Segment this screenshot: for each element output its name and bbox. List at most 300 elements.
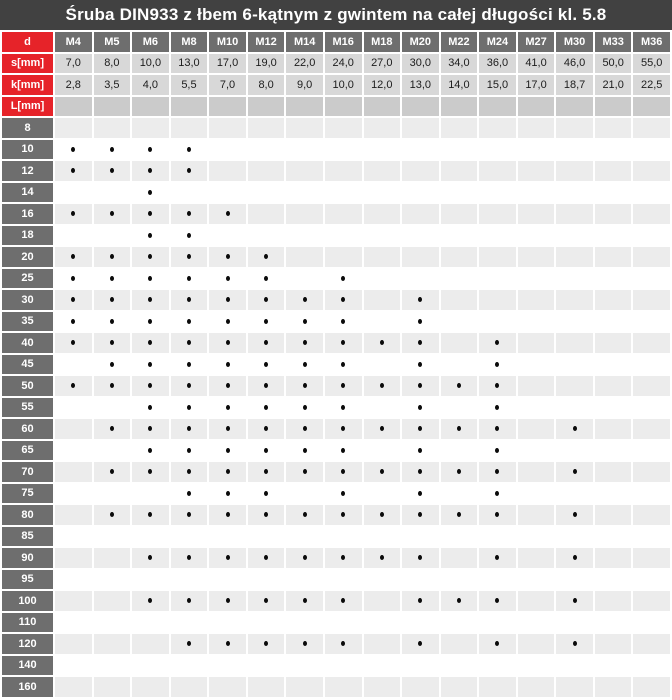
l-header-empty-M36 xyxy=(633,97,670,117)
length-header-row xyxy=(2,97,670,117)
avail-cell-16-M30 xyxy=(556,204,593,224)
length-row-100 xyxy=(2,591,670,611)
avail-cell-20-M36 xyxy=(633,247,670,267)
avail-cell-25-M5 xyxy=(94,269,131,289)
availability-dot xyxy=(110,276,114,281)
avail-cell-95-M33 xyxy=(595,570,632,590)
l-header-empty-M5 xyxy=(94,97,131,117)
avail-cell-45-M33 xyxy=(595,355,632,375)
availability-dot xyxy=(264,340,268,345)
avail-cell-45-M24 xyxy=(479,355,516,375)
availability-dot xyxy=(187,641,191,646)
avail-cell-60-M18 xyxy=(364,419,401,439)
availability-dot xyxy=(341,448,345,453)
avail-cell-30-M18 xyxy=(364,290,401,310)
availability-dot xyxy=(187,147,191,152)
avail-cell-110-M30 xyxy=(556,613,593,633)
avail-cell-100-M8 xyxy=(171,591,208,611)
availability-dot xyxy=(264,512,268,517)
avail-cell-16-M27 xyxy=(518,204,555,224)
availability-dot xyxy=(418,426,422,431)
avail-cell-80-M18 xyxy=(364,505,401,525)
avail-cell-50-M16 xyxy=(325,376,362,396)
availability-dot xyxy=(418,469,422,474)
availability-dot xyxy=(303,362,307,367)
avail-cell-45-M30 xyxy=(556,355,593,375)
avail-cell-65-M27 xyxy=(518,441,555,461)
avail-cell-16-M36 xyxy=(633,204,670,224)
availability-dot xyxy=(495,555,499,560)
l-row-label: L[mm] xyxy=(2,97,53,117)
availability-dot xyxy=(110,168,114,173)
avail-cell-120-M5 xyxy=(94,634,131,654)
avail-cell-95-M8 xyxy=(171,570,208,590)
s-value-M24: 36,0 xyxy=(479,54,516,74)
avail-cell-18-M8 xyxy=(171,226,208,246)
avail-cell-85-M18 xyxy=(364,527,401,547)
avail-cell-100-M22 xyxy=(441,591,478,611)
availability-dot xyxy=(418,555,422,560)
availability-dot xyxy=(110,362,114,367)
availability-dot xyxy=(457,512,461,517)
avail-cell-18-M22 xyxy=(441,226,478,246)
avail-cell-120-M27 xyxy=(518,634,555,654)
col-header-M6: M6 xyxy=(132,32,169,52)
avail-cell-95-M20 xyxy=(402,570,439,590)
avail-cell-18-M33 xyxy=(595,226,632,246)
availability-dot xyxy=(303,598,307,603)
avail-cell-95-M22 xyxy=(441,570,478,590)
avail-cell-20-M18 xyxy=(364,247,401,267)
availability-dot xyxy=(573,512,577,517)
col-header-M8: M8 xyxy=(171,32,208,52)
avail-cell-25-M4 xyxy=(55,269,92,289)
avail-cell-95-M16 xyxy=(325,570,362,590)
avail-cell-85-M36 xyxy=(633,527,670,547)
avail-cell-90-M33 xyxy=(595,548,632,568)
avail-cell-30-M6 xyxy=(132,290,169,310)
avail-cell-50-M10 xyxy=(209,376,246,396)
avail-cell-18-M14 xyxy=(286,226,323,246)
avail-cell-80-M20 xyxy=(402,505,439,525)
avail-cell-18-M27 xyxy=(518,226,555,246)
avail-cell-90-M6 xyxy=(132,548,169,568)
length-row-95 xyxy=(2,570,670,590)
avail-cell-70-M16 xyxy=(325,462,362,482)
avail-cell-10-M36 xyxy=(633,140,670,160)
avail-cell-90-M10 xyxy=(209,548,246,568)
avail-cell-25-M14 xyxy=(286,269,323,289)
avail-cell-30-M27 xyxy=(518,290,555,310)
avail-cell-30-M22 xyxy=(441,290,478,310)
avail-cell-40-M4 xyxy=(55,333,92,353)
availability-dot xyxy=(110,319,114,324)
avail-cell-55-M16 xyxy=(325,398,362,418)
availability-dot xyxy=(226,362,230,367)
availability-dot xyxy=(226,340,230,345)
avail-cell-90-M12 xyxy=(248,548,285,568)
avail-cell-12-M16 xyxy=(325,161,362,181)
avail-cell-70-M12 xyxy=(248,462,285,482)
availability-dot xyxy=(187,555,191,560)
row-label-35: 35 xyxy=(2,312,53,332)
avail-cell-10-M10 xyxy=(209,140,246,160)
avail-cell-60-M22 xyxy=(441,419,478,439)
length-row-16 xyxy=(2,204,670,224)
avail-cell-20-M10 xyxy=(209,247,246,267)
avail-cell-60-M16 xyxy=(325,419,362,439)
availability-dot xyxy=(457,469,461,474)
s-value-M20: 30,0 xyxy=(402,54,439,74)
s-value-M30: 46,0 xyxy=(556,54,593,74)
avail-cell-80-M33 xyxy=(595,505,632,525)
length-row-45 xyxy=(2,355,670,375)
availability-dot xyxy=(187,319,191,324)
avail-cell-12-M18 xyxy=(364,161,401,181)
avail-cell-10-M30 xyxy=(556,140,593,160)
avail-cell-30-M30 xyxy=(556,290,593,310)
avail-cell-85-M12 xyxy=(248,527,285,547)
avail-cell-18-M16 xyxy=(325,226,362,246)
avail-cell-110-M24 xyxy=(479,613,516,633)
avail-cell-45-M6 xyxy=(132,355,169,375)
l-header-empty-M16 xyxy=(325,97,362,117)
availability-dot xyxy=(264,555,268,560)
avail-cell-14-M4 xyxy=(55,183,92,203)
avail-cell-12-M36 xyxy=(633,161,670,181)
avail-cell-85-M6 xyxy=(132,527,169,547)
avail-cell-35-M24 xyxy=(479,312,516,332)
avail-cell-8-M33 xyxy=(595,118,632,138)
avail-cell-120-M14 xyxy=(286,634,323,654)
col-header-M24: M24 xyxy=(479,32,516,52)
availability-dot xyxy=(187,405,191,410)
s-value-M6: 10,0 xyxy=(132,54,169,74)
avail-cell-14-M20 xyxy=(402,183,439,203)
avail-cell-60-M14 xyxy=(286,419,323,439)
avail-cell-75-M18 xyxy=(364,484,401,504)
avail-cell-85-M20 xyxy=(402,527,439,547)
avail-cell-160-M5 xyxy=(94,677,131,697)
k-value-M4: 2,8 xyxy=(55,75,92,95)
availability-dot xyxy=(303,383,307,388)
availability-dot xyxy=(303,297,307,302)
avail-cell-80-M27 xyxy=(518,505,555,525)
availability-dot xyxy=(264,254,268,259)
avail-cell-70-M5 xyxy=(94,462,131,482)
availability-dot xyxy=(110,254,114,259)
avail-cell-75-M22 xyxy=(441,484,478,504)
avail-cell-55-M24 xyxy=(479,398,516,418)
avail-cell-120-M18 xyxy=(364,634,401,654)
avail-cell-20-M24 xyxy=(479,247,516,267)
avail-cell-140-M22 xyxy=(441,656,478,676)
length-row-55 xyxy=(2,398,670,418)
avail-cell-100-M5 xyxy=(94,591,131,611)
avail-cell-160-M8 xyxy=(171,677,208,697)
avail-cell-55-M27 xyxy=(518,398,555,418)
availability-dot xyxy=(187,254,191,259)
col-header-M5: M5 xyxy=(94,32,131,52)
availability-dot xyxy=(341,491,345,496)
avail-cell-75-M36 xyxy=(633,484,670,504)
avail-cell-16-M18 xyxy=(364,204,401,224)
row-label-55: 55 xyxy=(2,398,53,418)
row-label-12: 12 xyxy=(2,161,53,181)
avail-cell-10-M16 xyxy=(325,140,362,160)
avail-cell-100-M20 xyxy=(402,591,439,611)
row-label-100: 100 xyxy=(2,591,53,611)
col-header-M20: M20 xyxy=(402,32,439,52)
availability-dot xyxy=(341,641,345,646)
availability-dot xyxy=(380,469,384,474)
availability-dot xyxy=(71,211,75,216)
l-header-empty-M24 xyxy=(479,97,516,117)
avail-cell-10-M4 xyxy=(55,140,92,160)
avail-cell-90-M27 xyxy=(518,548,555,568)
availability-dot xyxy=(187,598,191,603)
avail-cell-18-M4 xyxy=(55,226,92,246)
availability-dot xyxy=(573,426,577,431)
col-header-M10: M10 xyxy=(209,32,246,52)
avail-cell-35-M12 xyxy=(248,312,285,332)
availability-dot xyxy=(110,426,114,431)
avail-cell-75-M6 xyxy=(132,484,169,504)
avail-cell-60-M24 xyxy=(479,419,516,439)
availability-dot xyxy=(226,491,230,496)
avail-cell-80-M8 xyxy=(171,505,208,525)
k-value-M33: 21,0 xyxy=(595,75,632,95)
avail-cell-60-M8 xyxy=(171,419,208,439)
length-row-70 xyxy=(2,462,670,482)
avail-cell-8-M16 xyxy=(325,118,362,138)
avail-cell-140-M5 xyxy=(94,656,131,676)
avail-cell-10-M22 xyxy=(441,140,478,160)
length-row-90 xyxy=(2,548,670,568)
availability-dot xyxy=(264,469,268,474)
length-row-20 xyxy=(2,247,670,267)
avail-cell-40-M16 xyxy=(325,333,362,353)
avail-cell-12-M12 xyxy=(248,161,285,181)
avail-cell-14-M33 xyxy=(595,183,632,203)
k-value-M36: 22,5 xyxy=(633,75,670,95)
avail-cell-20-M30 xyxy=(556,247,593,267)
avail-cell-14-M8 xyxy=(171,183,208,203)
availability-dot xyxy=(495,426,499,431)
avail-cell-14-M36 xyxy=(633,183,670,203)
avail-cell-8-M36 xyxy=(633,118,670,138)
avail-cell-25-M16 xyxy=(325,269,362,289)
avail-cell-110-M12 xyxy=(248,613,285,633)
avail-cell-55-M33 xyxy=(595,398,632,418)
avail-cell-90-M30 xyxy=(556,548,593,568)
avail-cell-10-M20 xyxy=(402,140,439,160)
avail-cell-30-M10 xyxy=(209,290,246,310)
avail-cell-110-M14 xyxy=(286,613,323,633)
avail-cell-55-M14 xyxy=(286,398,323,418)
availability-dot xyxy=(187,491,191,496)
length-row-160 xyxy=(2,677,670,697)
avail-cell-70-M22 xyxy=(441,462,478,482)
avail-cell-100-M33 xyxy=(595,591,632,611)
diameter-column-label: d xyxy=(2,32,53,52)
avail-cell-50-M14 xyxy=(286,376,323,396)
length-row-12 xyxy=(2,161,670,181)
avail-cell-95-M6 xyxy=(132,570,169,590)
availability-dot xyxy=(380,426,384,431)
length-row-18 xyxy=(2,226,670,246)
availability-dot xyxy=(303,555,307,560)
avail-cell-12-M20 xyxy=(402,161,439,181)
avail-cell-160-M12 xyxy=(248,677,285,697)
availability-dot xyxy=(226,405,230,410)
avail-cell-8-M24 xyxy=(479,118,516,138)
avail-cell-90-M16 xyxy=(325,548,362,568)
availability-dot xyxy=(264,491,268,496)
availability-dot xyxy=(71,147,75,152)
avail-cell-70-M33 xyxy=(595,462,632,482)
avail-cell-60-M4 xyxy=(55,419,92,439)
avail-cell-110-M10 xyxy=(209,613,246,633)
avail-cell-140-M27 xyxy=(518,656,555,676)
avail-cell-40-M20 xyxy=(402,333,439,353)
avail-cell-18-M6 xyxy=(132,226,169,246)
availability-dot xyxy=(303,340,307,345)
availability-dot xyxy=(341,555,345,560)
row-label-120: 120 xyxy=(2,634,53,654)
avail-cell-40-M12 xyxy=(248,333,285,353)
avail-cell-95-M10 xyxy=(209,570,246,590)
length-row-140 xyxy=(2,656,670,676)
availability-dot xyxy=(303,641,307,646)
availability-dot xyxy=(264,383,268,388)
avail-cell-65-M12 xyxy=(248,441,285,461)
avail-cell-60-M12 xyxy=(248,419,285,439)
avail-cell-20-M5 xyxy=(94,247,131,267)
availability-dot xyxy=(264,362,268,367)
availability-dot xyxy=(148,168,152,173)
avail-cell-160-M27 xyxy=(518,677,555,697)
avail-cell-110-M36 xyxy=(633,613,670,633)
availability-dot xyxy=(341,469,345,474)
avail-cell-75-M5 xyxy=(94,484,131,504)
avail-cell-12-M33 xyxy=(595,161,632,181)
k-value-M5: 3,5 xyxy=(94,75,131,95)
avail-cell-80-M10 xyxy=(209,505,246,525)
avail-cell-90-M4 xyxy=(55,548,92,568)
availability-dot xyxy=(187,426,191,431)
s-value-M12: 19,0 xyxy=(248,54,285,74)
avail-cell-65-M20 xyxy=(402,441,439,461)
avail-cell-16-M5 xyxy=(94,204,131,224)
availability-dot xyxy=(264,405,268,410)
row-label-140: 140 xyxy=(2,656,53,676)
availability-dot xyxy=(71,340,75,345)
avail-cell-140-M4 xyxy=(55,656,92,676)
avail-cell-80-M5 xyxy=(94,505,131,525)
k-value-M30: 18,7 xyxy=(556,75,593,95)
avail-cell-55-M20 xyxy=(402,398,439,418)
avail-cell-12-M6 xyxy=(132,161,169,181)
avail-cell-140-M16 xyxy=(325,656,362,676)
avail-cell-16-M20 xyxy=(402,204,439,224)
s-value-M27: 41,0 xyxy=(518,54,555,74)
availability-dot xyxy=(148,211,152,216)
row-label-14: 14 xyxy=(2,183,53,203)
length-row-35 xyxy=(2,312,670,332)
avail-cell-20-M33 xyxy=(595,247,632,267)
avail-cell-120-M24 xyxy=(479,634,516,654)
length-row-30 xyxy=(2,290,670,310)
avail-cell-16-M14 xyxy=(286,204,323,224)
availability-dot xyxy=(110,147,114,152)
avail-cell-95-M30 xyxy=(556,570,593,590)
avail-cell-70-M24 xyxy=(479,462,516,482)
avail-cell-95-M24 xyxy=(479,570,516,590)
avail-cell-55-M36 xyxy=(633,398,670,418)
avail-cell-90-M14 xyxy=(286,548,323,568)
avail-cell-85-M8 xyxy=(171,527,208,547)
avail-cell-50-M18 xyxy=(364,376,401,396)
l-header-empty-M4 xyxy=(55,97,92,117)
availability-dot xyxy=(71,276,75,281)
avail-cell-30-M36 xyxy=(633,290,670,310)
avail-cell-45-M12 xyxy=(248,355,285,375)
avail-cell-110-M18 xyxy=(364,613,401,633)
availability-dot xyxy=(341,319,345,324)
s-dimension-row xyxy=(2,54,670,74)
avail-cell-65-M10 xyxy=(209,441,246,461)
avail-cell-45-M22 xyxy=(441,355,478,375)
availability-dot xyxy=(264,297,268,302)
avail-cell-55-M22 xyxy=(441,398,478,418)
avail-cell-100-M16 xyxy=(325,591,362,611)
avail-cell-35-M14 xyxy=(286,312,323,332)
avail-cell-55-M30 xyxy=(556,398,593,418)
availability-dot xyxy=(148,405,152,410)
avail-cell-8-M20 xyxy=(402,118,439,138)
avail-cell-75-M30 xyxy=(556,484,593,504)
availability-dot xyxy=(71,168,75,173)
avail-cell-65-M8 xyxy=(171,441,208,461)
avail-cell-45-M20 xyxy=(402,355,439,375)
k-value-M12: 8,0 xyxy=(248,75,285,95)
avail-cell-40-M36 xyxy=(633,333,670,353)
row-label-40: 40 xyxy=(2,333,53,353)
avail-cell-120-M30 xyxy=(556,634,593,654)
avail-cell-35-M8 xyxy=(171,312,208,332)
availability-dot xyxy=(110,512,114,517)
avail-cell-80-M22 xyxy=(441,505,478,525)
avail-cell-160-M24 xyxy=(479,677,516,697)
avail-cell-70-M36 xyxy=(633,462,670,482)
avail-cell-120-M36 xyxy=(633,634,670,654)
availability-dot xyxy=(187,469,191,474)
avail-cell-160-M4 xyxy=(55,677,92,697)
availability-dot xyxy=(110,340,114,345)
length-row-40 xyxy=(2,333,670,353)
avail-cell-120-M20 xyxy=(402,634,439,654)
avail-cell-100-M14 xyxy=(286,591,323,611)
avail-cell-14-M24 xyxy=(479,183,516,203)
s-value-M33: 50,0 xyxy=(595,54,632,74)
availability-dot xyxy=(110,211,114,216)
col-header-M16: M16 xyxy=(325,32,362,52)
l-header-empty-M20 xyxy=(402,97,439,117)
avail-cell-160-M22 xyxy=(441,677,478,697)
avail-cell-85-M4 xyxy=(55,527,92,547)
row-label-8: 8 xyxy=(2,118,53,138)
